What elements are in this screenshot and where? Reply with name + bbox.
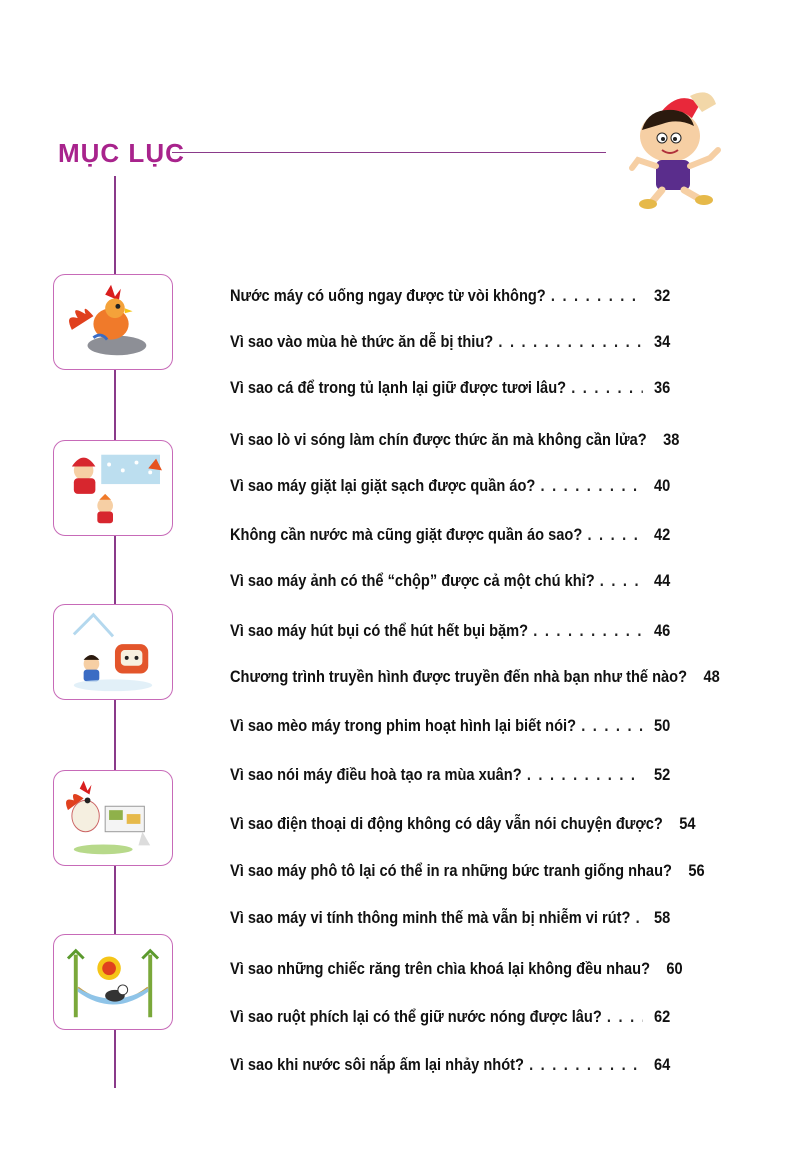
toc-row[interactable] — [230, 327, 670, 357]
toc-page-number: 46 — [654, 621, 671, 640]
toc-page-number: 44 — [654, 571, 671, 590]
toc-leader-dots — [498, 327, 642, 357]
toc-entry-title: Vì sao cá để trong tủ lạnh lại giữ được tươi lâu? — [230, 378, 567, 397]
toc-entry-title: Vì sao lò vi sóng làm chín được thức ăn mà không cần lửa? — [230, 430, 647, 449]
santa-snow-illustration — [53, 440, 173, 536]
toc-row[interactable] — [230, 760, 670, 790]
toc-row[interactable] — [230, 566, 670, 596]
toc-row[interactable] — [230, 520, 670, 550]
toc-leader-dots — [551, 281, 643, 311]
toc-entry-title: Vì sao máy giặt lại giặt sạch được quần áo? — [230, 476, 536, 495]
toc-page-number: 32 — [654, 286, 671, 305]
title-rule — [172, 152, 606, 153]
toc-row[interactable] — [230, 616, 670, 646]
toc-row[interactable] — [230, 903, 670, 933]
toc-row[interactable] — [230, 662, 720, 692]
toc-row[interactable] — [230, 373, 670, 403]
toc-page-number: 48 — [703, 667, 720, 686]
toc-leader-dots — [600, 566, 643, 596]
toc-page-number: 38 — [663, 430, 680, 449]
toc-row[interactable] — [230, 425, 680, 455]
toc-row[interactable] — [230, 471, 670, 501]
toc-page-number: 40 — [654, 476, 671, 495]
toc-page-number: 36 — [654, 378, 671, 397]
toc-leader-dots — [541, 471, 643, 501]
toc-row[interactable] — [230, 809, 696, 839]
boy-mascot-illustration — [618, 86, 736, 210]
toc-entry-title: Vì sao khi nước sôi nắp ấm lại nhảy nhót? — [230, 1055, 524, 1074]
hammock-illustration — [53, 934, 173, 1030]
toc-leader-dots — [527, 760, 643, 790]
toc-entry-title: Nước máy có uống ngay được từ vòi không? — [230, 286, 546, 305]
boy-vacuum-illustration — [53, 604, 173, 700]
toc-page-number: 54 — [679, 814, 696, 833]
toc-entry-title: Vì sao máy hút bụi có thể hút hết bụi bặm? — [230, 621, 529, 640]
toc-page-number: 64 — [654, 1055, 671, 1074]
toc-entry-title: Chương trình truyền hình được truyền đến nhà bạn như thế nào? — [230, 667, 688, 686]
toc-page-number: 34 — [654, 332, 671, 351]
toc-row[interactable] — [230, 281, 670, 311]
toc-leader-dots — [607, 1002, 643, 1032]
toc-page-number: 42 — [654, 525, 671, 544]
toc-row[interactable] — [230, 1002, 670, 1032]
toc-leader-dots — [636, 903, 643, 933]
toc-page-number: 56 — [688, 861, 705, 880]
toc-entry-title: Vì sao máy vi tính thông minh thế mà vẫn bị nhiễm vi rút? — [230, 908, 631, 927]
toc-page-number: 50 — [654, 716, 671, 735]
toc-leader-dots — [571, 373, 643, 403]
toc-entry-title: Vì sao điện thoại di động không có dây vẫn nói chuyện được? — [230, 814, 663, 833]
toc-entry-title: Vì sao máy phô tô lại có thể in ra những bức tranh giống nhau? — [230, 861, 672, 880]
toc-entry-title: Vì sao ruột phích lại có thể giữ nước nóng được lâu? — [230, 1007, 602, 1026]
toc-row[interactable] — [230, 954, 683, 984]
toc-entry-title: Vì sao máy ảnh có thể “chộp” được cả một chú khỉ? — [230, 571, 595, 590]
toc-page-number: 58 — [654, 908, 671, 927]
toc-row[interactable] — [230, 856, 705, 886]
toc-leader-dots — [529, 1050, 643, 1080]
toc-entry-title: Vì sao mèo máy trong phim hoạt hình lại biết nói? — [230, 716, 577, 735]
toc-entry-title: Vì sao nói máy điều hoà tạo ra mùa xuân? — [230, 765, 522, 784]
toc-entry-title: Vì sao những chiếc răng trên chìa khoá lại không đều nhau? — [230, 959, 651, 978]
toc-leader-dots — [581, 711, 643, 741]
toc-row[interactable] — [230, 1050, 670, 1080]
toc-row[interactable] — [230, 711, 670, 741]
rooster-cooking-illustration — [53, 274, 173, 370]
toc-page-number: 62 — [654, 1007, 671, 1026]
page-title: MỤC LỤC — [58, 138, 185, 168]
toc-entry-title: Không cần nước mà cũng giặt được quần áo sao? — [230, 525, 583, 544]
toc-page-number: 52 — [654, 765, 671, 784]
toc-page-number: 60 — [666, 959, 683, 978]
toc-leader-dots — [587, 520, 642, 550]
toc-entry-title: Vì sao vào mùa hè thức ăn dễ bị thiu? — [230, 332, 494, 351]
rooster-camera-illustration — [53, 770, 173, 866]
toc-leader-dots — [533, 616, 643, 646]
